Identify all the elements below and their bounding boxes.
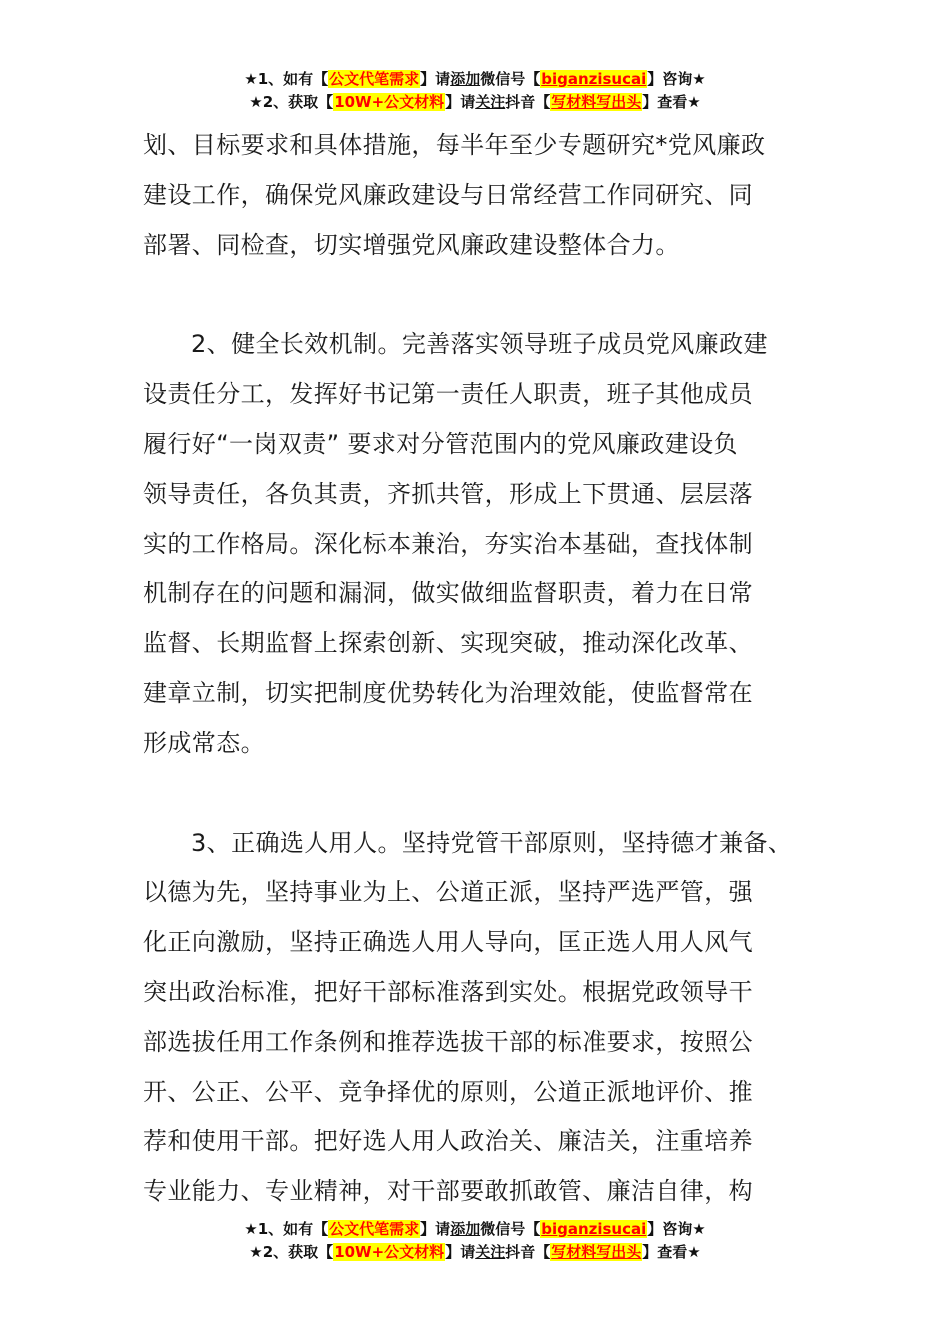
highlight-materials: 10W+公文材料 [334, 1243, 445, 1261]
star-icon: ★ [249, 1243, 263, 1261]
document-body [143, 121, 843, 1217]
douyin-account-link[interactable]: 写材料写出头 [551, 93, 642, 111]
star-icon: ★ [249, 93, 263, 111]
paragraph-2: 2、健全长效机制。完善落实领导班子成员党风廉政建 设责任分工，发挥好书记第一责任人职责，班子其他成员 履行好“一岗双责” 要求对分管范围内的党风廉政建设负 领导责任，各负其责，齐抓共管，形成上下贯通、层层落 实的工作格局。深化标本兼治，夯实治本基础，查找体制 机制存在的问题和漏洞，做实做细监督职责，着力在日常 监督、长期监督上探索创新、实现突破，推动深化改革、 建章立制，切实把制度优势转化为治理效能，使监督常在 形成常态。 [143, 330, 768, 757]
banner-line-1: ★1、如有【公文代笔需求】请添加微信号【biganzisucai】咨询★ [244, 1220, 706, 1238]
bottom-banner [0, 1218, 950, 1264]
wechat-id-link[interactable]: biganzisucai [541, 1220, 647, 1238]
paragraph-3: 3、正确选人用人。坚持党管干部原则，坚持德才兼备、 以德为先，坚持事业为上、公道正派，坚持严选严管，强 化正向激励，坚持正确选人用人导向，匡正选人用人风气 突出政治标准，把好干部标准落到实处。根据党政领导干 部选拔任用工作条例和推荐选拔干部的标准要求，按照公 开、公正、公平、竞争择优的原则，公道正派地评价、推 荐和使用干部。把好选人用人政治关、廉洁关，注重培养 专业能力、专业精神，对干部要敢抓敢管、廉洁自律，构 [143, 828, 793, 1206]
highlight-materials: 10W+公文材料 [334, 93, 445, 111]
banner-line-2: ★2、获取【10W+公文材料】请关注抖音【写材料写出头】查看★ [249, 1243, 701, 1261]
highlight-writing-service: 公文代笔需求 [329, 70, 420, 88]
banner-line-2: ★2、获取【10W+公文材料】请关注抖音【写材料写出头】查看★ [249, 93, 701, 111]
star-icon: ★ [244, 1220, 258, 1238]
wechat-id-link[interactable]: biganzisucai [541, 70, 647, 88]
top-banner [0, 68, 950, 114]
douyin-account-link[interactable]: 写材料写出头 [551, 1243, 642, 1261]
highlight-writing-service: 公文代笔需求 [329, 1220, 420, 1238]
banner-line-1: ★1、如有【公文代笔需求】请添加微信号【biganzisucai】咨询★ [244, 70, 706, 88]
star-icon: ★ [244, 70, 258, 88]
paragraph-continued: 划、目标要求和具体措施，每半年至少专题研究*党风廉政 建设工作，确保党风廉政建设与日常经营工作同研究、同 部署、同检查，切实增强党风廉政建设整体合力。 [143, 131, 766, 259]
